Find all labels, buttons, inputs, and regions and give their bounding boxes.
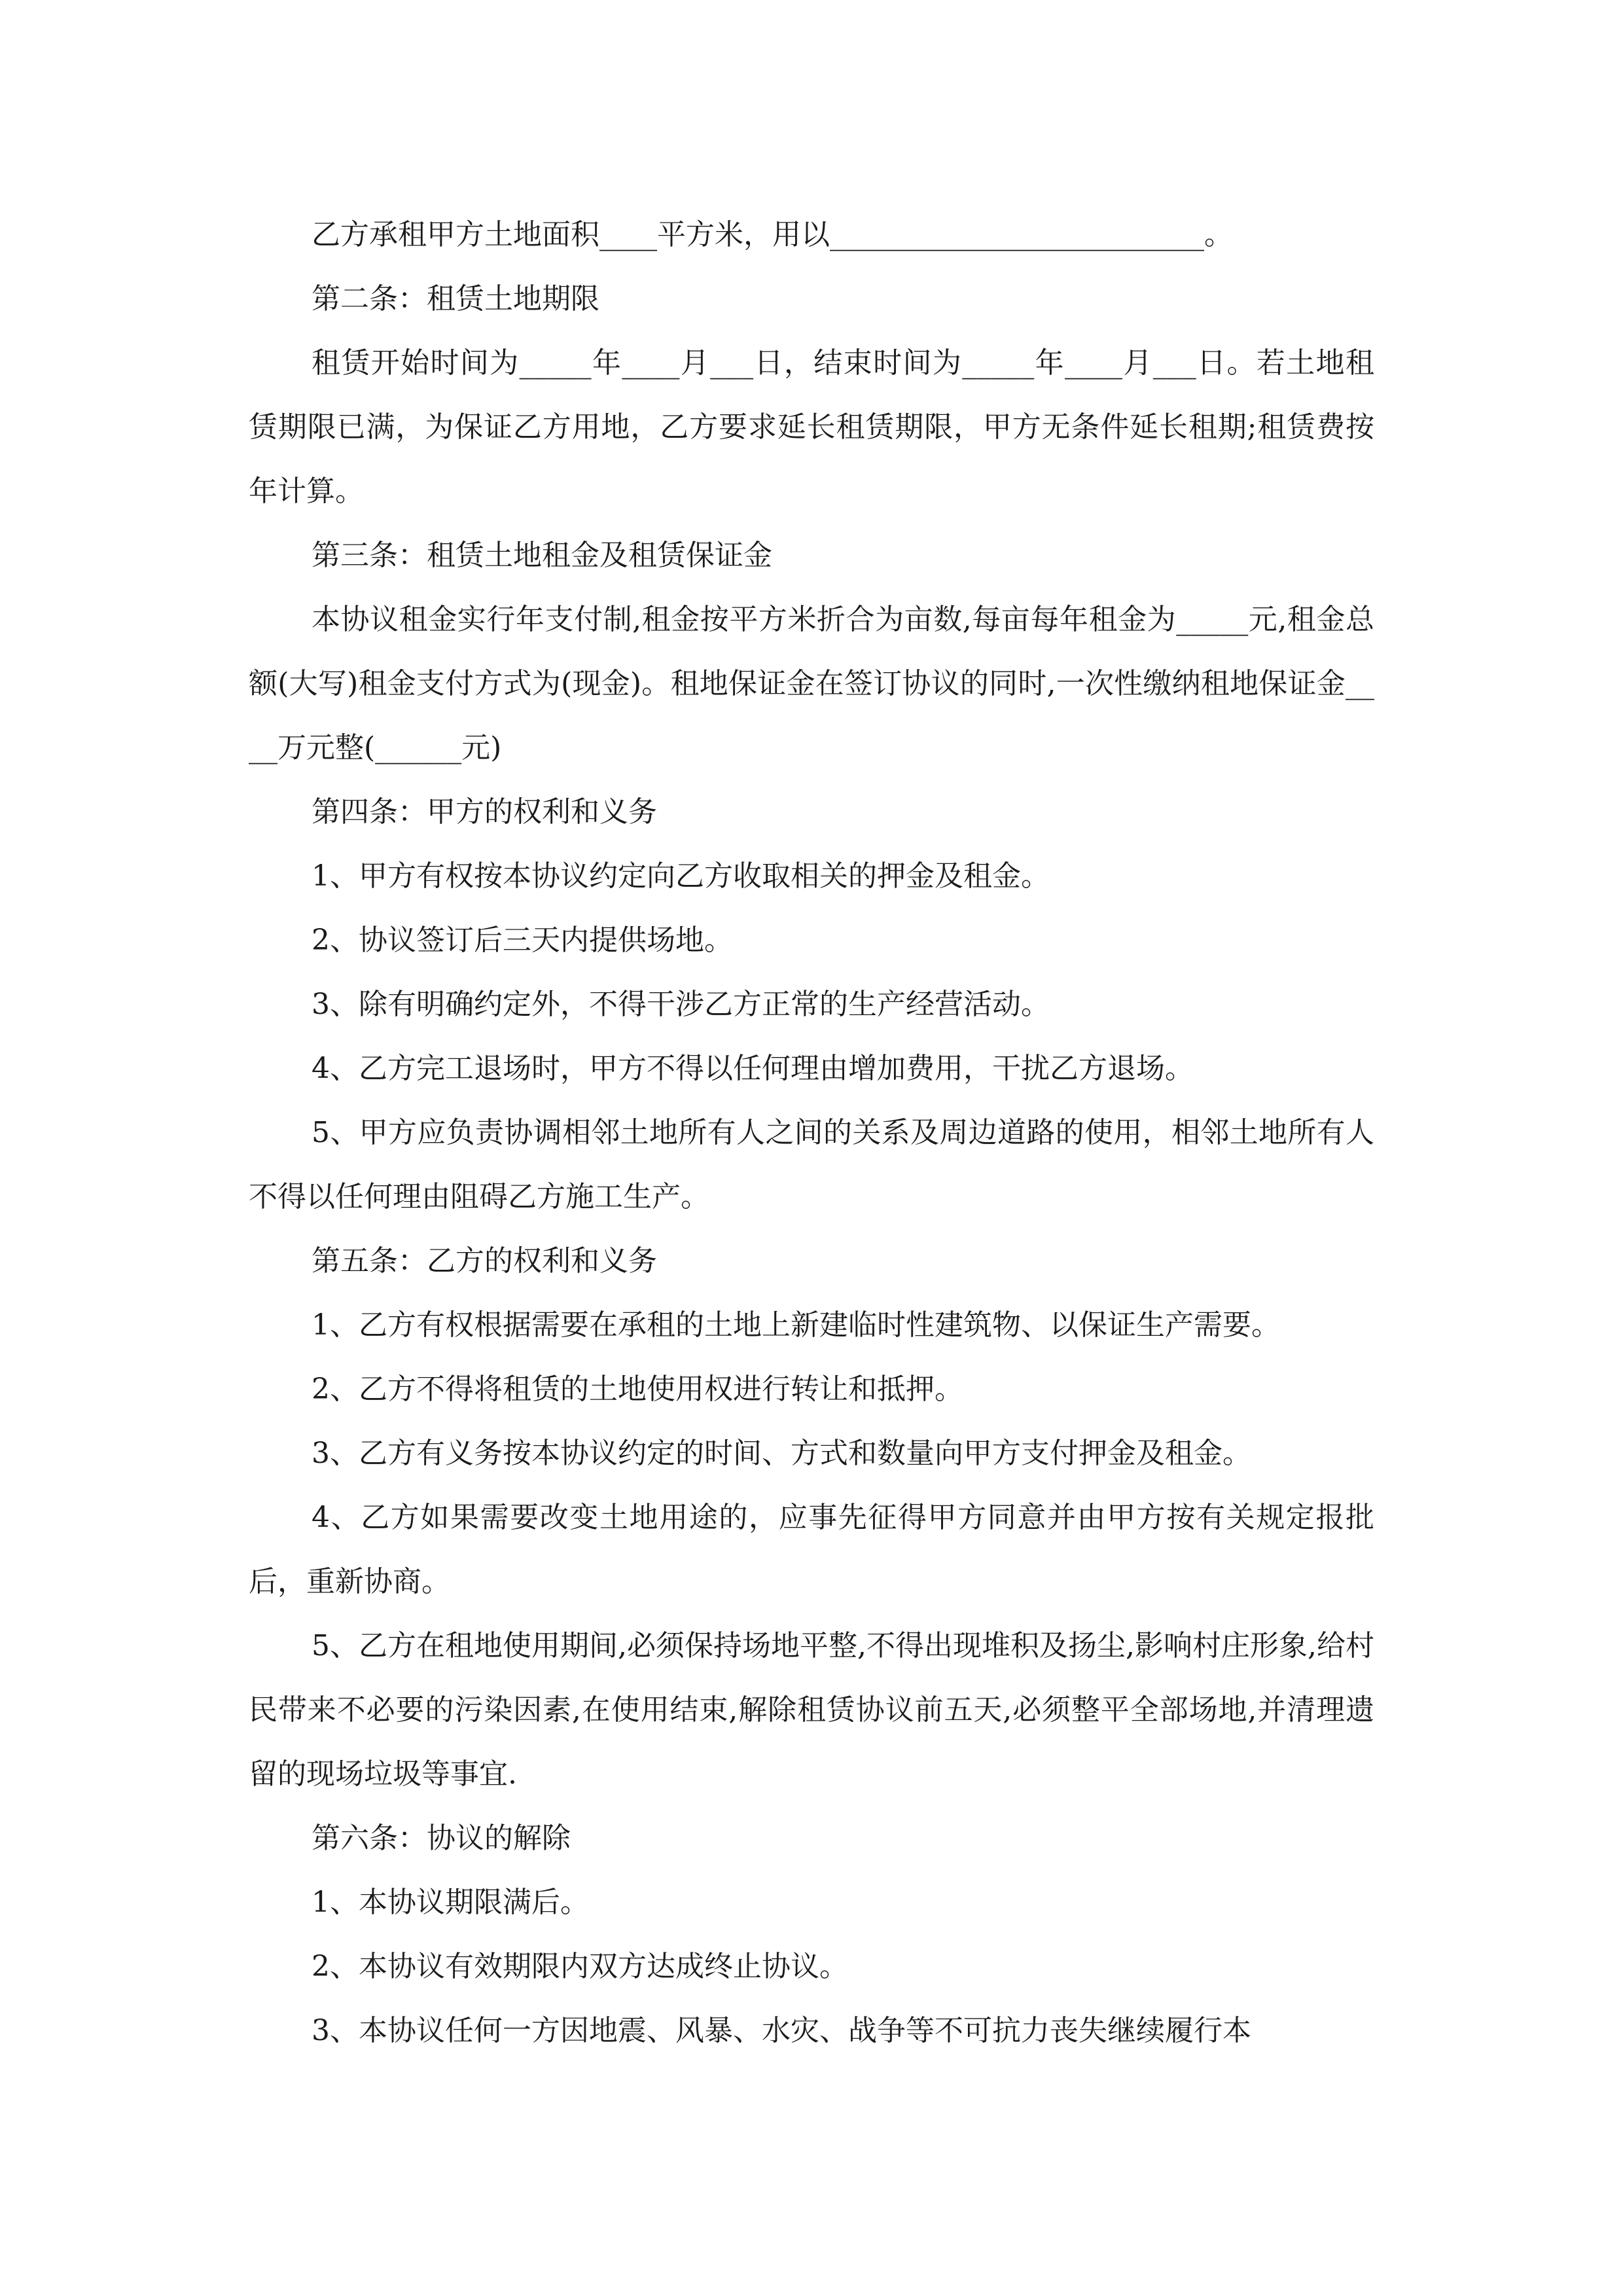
article-3-heading: 第三条：租赁土地租金及租赁保证金 — [312, 539, 772, 572]
article-2-heading: 第二条：租赁土地期限 — [312, 282, 599, 315]
paragraph-party-b-item-3: 3、乙方有义务按本协议约定的时间、方式和数量向甲方支付押金及租金。 — [312, 1437, 1251, 1470]
paragraph-party-a-item-3: 3、除有明确约定外，不得干涉乙方正常的生产经营活动。 — [312, 988, 1050, 1021]
article-4-heading: 第四条：甲方的权利和义务 — [312, 795, 657, 829]
paragraph-party-b-item-5: 5、乙方在租地使用期间,必须保持场地平整,不得出现堆积及扬尘,影响村庄形象,给村民带来不必要的污染因素,在使用结束,解除租赁协议前五天,必须整平全部场地,并清理遗留的现场垃圾等事宜. — [249, 1629, 1374, 1791]
paragraph-lease-term: 租赁开始时间为_____年____月___日，结束时间为_____年____月___日。若土地租赁期限已满，为保证乙方用地，乙方要求延长租赁期限，甲方无条件延长租期;租赁费按年计算。 — [249, 346, 1374, 508]
document-body — [249, 203, 1374, 2063]
paragraph-termination-item-2: 2、本协议有效期限内双方达成终止协议。 — [312, 1950, 848, 1983]
paragraph-party-a-item-4: 4、乙方完工退场时，甲方不得以任何理由增加费用，干扰乙方退场。 — [312, 1052, 1194, 1085]
article-5-heading: 第五条：乙方的权利和义务 — [312, 1244, 657, 1278]
paragraph-party-a-item-5: 5、甲方应负责协调相邻土地所有人之间的关系及周边道路的使用，相邻土地所有人不得以任何理由阻碍乙方施工生产。 — [249, 1116, 1374, 1213]
paragraph-rent-deposit: 本协议租金实行年支付制,租金按平方米折合为亩数,每亩每年租金为_____元,租金总额(大写)租金支付方式为(现金)。租地保证金在签订协议的同时,一次性缴纳租地保证金____万元整(______元) — [249, 603, 1374, 764]
paragraph-party-b-item-2: 2、乙方不得将租赁的土地使用权进行转让和抵押。 — [312, 1372, 963, 1406]
paragraph-land-area: 乙方承租甲方土地面积____平方米，用以__________________________。 — [312, 218, 1233, 251]
paragraph-termination-item-1: 1、本协议期限满后。 — [312, 1886, 589, 1919]
article-6-heading: 第六条：协议的解除 — [312, 1821, 571, 1855]
paragraph-party-a-item-1: 1、甲方有权按本协议约定向乙方收取相关的押金及租金。 — [312, 859, 1050, 893]
paragraph-party-b-item-1: 1、乙方有权根据需要在承租的土地上新建临时性建筑物、以保证生产需要。 — [312, 1308, 1280, 1342]
paragraph-termination-item-3: 3、本协议任何一方因地震、风暴、水灾、战争等不可抗力丧失继续履行本 — [312, 2014, 1251, 2047]
paragraph-party-a-item-2: 2、协议签订后三天内提供场地。 — [312, 924, 733, 957]
paragraph-party-b-item-4: 4、乙方如果需要改变土地用途的，应事先征得甲方同意并由甲方按有关规定报批后，重新协商。 — [249, 1501, 1374, 1598]
